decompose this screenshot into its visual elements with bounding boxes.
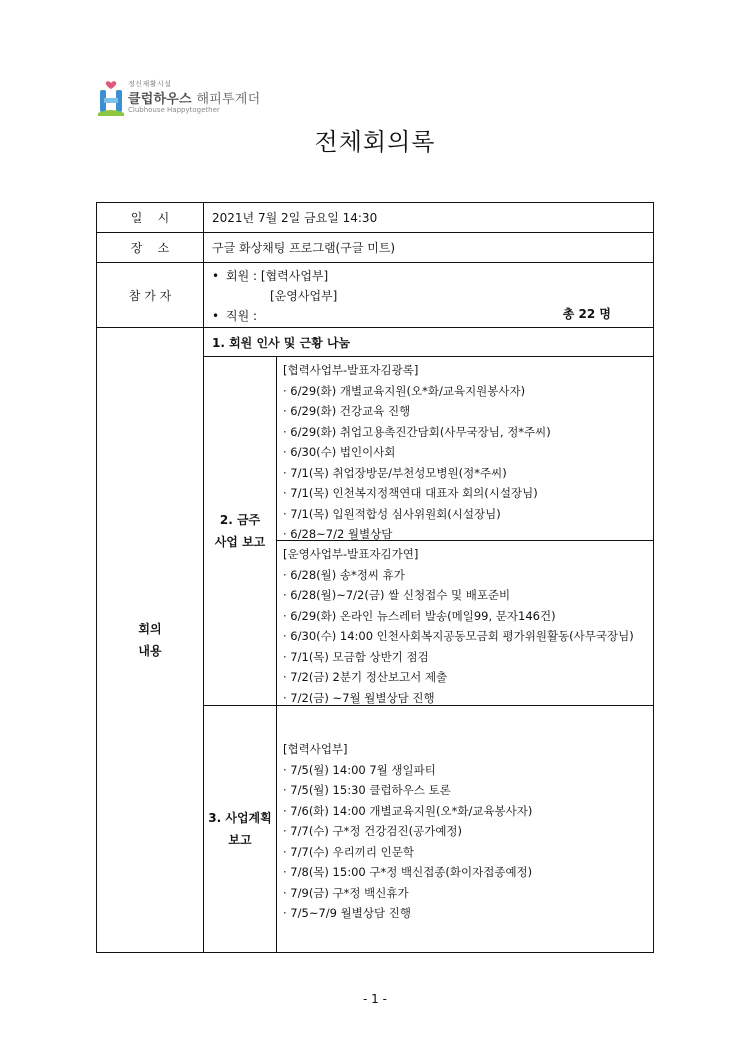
list-item: · 7/1(목) 인천복지정책연대 대표자 회의(시설장님)	[283, 486, 538, 500]
content-row	[97, 328, 653, 952]
staff-text: 직원 :	[226, 309, 258, 323]
attendee-total: 총 22 명	[562, 307, 611, 321]
section-3-label-line1: 3. 사업계획	[208, 811, 272, 825]
logo-name	[128, 88, 260, 107]
list-heading: [운영사업부-발표자김가연]	[283, 547, 419, 561]
cooperation-dept-report	[277, 357, 653, 541]
logo-h-icon	[98, 80, 124, 116]
content-label-line2: 내용	[138, 644, 162, 658]
list-item: · 7/1(목) 모금함 상반기 점검	[283, 649, 429, 664]
logo-english-name: Clubhouse Happytogether	[128, 106, 220, 114]
operation-dept-report	[277, 541, 653, 705]
logo-name-bold: 클럽하우스	[128, 92, 192, 107]
content-label-line1: 회의	[138, 622, 162, 636]
list-heading: [협력사업부-발표자김광록]	[283, 363, 419, 377]
minutes-table	[96, 202, 654, 953]
list-item: · 6/29(화) 개별교육지원(오*화/교육지원봉사자)	[283, 383, 526, 398]
list-item: · 7/5~7/9 월별상담 진행	[283, 906, 411, 920]
member-line	[212, 266, 645, 286]
list-item: · 7/5(월) 15:30 클럽하우스 토론	[283, 783, 451, 797]
section-3-label	[204, 706, 277, 952]
section-3	[204, 706, 653, 952]
list-item: · 6/29(화) 온라인 뉴스레터 발송(메일99, 문자146건)	[283, 608, 556, 623]
place-value: 구글 화상채팅 프로그램(구글 미트)	[212, 241, 396, 255]
section-3-lists	[277, 706, 653, 952]
section-1-heading: 1. 회원 인사 및 근황 나눔	[204, 328, 653, 357]
section-3-label-line2: 보고	[228, 833, 252, 847]
member-text-2: [운영사업부]	[270, 289, 338, 303]
bullet: •	[212, 309, 220, 323]
list-item: · 7/7(수) 구*정 건강검진(공가예정)	[283, 824, 463, 838]
place-row	[97, 233, 653, 263]
business-plan-list	[277, 706, 653, 952]
bullet: •	[212, 269, 220, 283]
attendees-row	[97, 263, 653, 328]
list-item: · 6/30(수) 14:00 인천사회복지공동모금회 평가위원활동(사무국장님)	[283, 629, 634, 643]
list-item: · 6/30(수) 법인이사회	[283, 445, 396, 459]
list-item: · 7/1(목) 취업장방문/부천성모병원(정*주씨)	[283, 465, 507, 480]
list-item: · 6/28(월) 송*정씨 휴가	[283, 567, 405, 582]
list-heading: [협력사업부]	[283, 742, 348, 756]
list-item: · 7/6(화) 14:00 개별교육지원(오*화/교육봉사자)	[283, 803, 533, 818]
section-2-label-line1: 2. 금주	[219, 513, 261, 527]
attendees-value	[204, 263, 653, 327]
content-body	[204, 328, 653, 952]
list-item: · 7/1(목) 입원적합성 심사위원회(시설장님)	[283, 506, 501, 521]
list-item: · 6/28~7/2 월별상담	[283, 527, 393, 541]
logo-subtitle: 정신재활시설	[128, 80, 172, 88]
logo-name-light: 해피투게더	[196, 92, 261, 107]
section-2-lists	[277, 357, 653, 705]
date-value: 2021년 7월 2일 금요일 14:30	[212, 211, 378, 225]
member-text: 회원 : [협력사업부]	[226, 269, 329, 283]
organization-logo	[98, 78, 298, 122]
document-title: 전체회의록	[314, 128, 436, 156]
list-item: · 7/5(월) 14:00 7월 생일파티	[283, 762, 436, 777]
list-item: · 6/29(화) 취업고용촉진간담회(사무국장님, 정*주씨)	[283, 424, 551, 439]
attendees-label: 참 가 자	[97, 263, 204, 327]
section-2-label-line2: 사업 보고	[214, 535, 266, 549]
list-item: · 7/9(금) 구*정 백신휴가	[283, 885, 409, 900]
content-label	[97, 328, 204, 952]
place-label: 장 소	[97, 233, 204, 262]
page-number: - 1 -	[363, 992, 387, 1006]
section-2	[204, 357, 653, 706]
list-item: · 6/29(화) 건강교육 진행	[283, 404, 411, 418]
member-line-2	[212, 286, 645, 306]
list-item: · 7/8(목) 15:00 구*정 백신접종(화이자접종예정)	[283, 865, 533, 879]
list-item: · 7/2(금) 2분기 정산보고서 제출	[283, 670, 448, 684]
list-item: · 6/28(월)~7/2(금) 쌀 신청접수 및 배포준비	[283, 588, 511, 602]
date-label: 일 시	[97, 203, 204, 232]
date-row	[97, 203, 653, 233]
list-item: · 7/7(수) 우리끼리 인문학	[283, 844, 414, 859]
list-item: · 7/2(금) ~7월 월별상담 진행	[283, 690, 435, 705]
section-2-label	[204, 357, 277, 705]
